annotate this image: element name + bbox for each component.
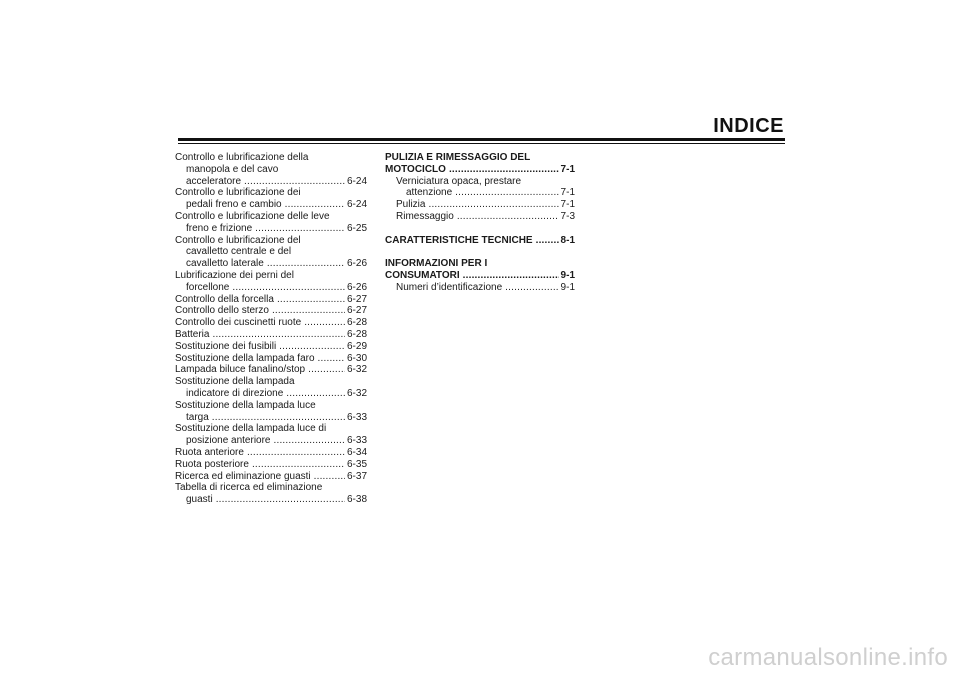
toc-entry-text: Sostituzione della lampada luce [175,399,316,411]
header-rule-thin [178,143,785,144]
toc-entry [175,482,367,494]
toc-page-number: 9-1 [560,281,575,293]
dot-leader [216,494,345,506]
toc-entry[interactable] [175,388,367,400]
toc-entry [175,246,367,258]
toc-entry[interactable] [175,341,367,353]
toc-entry [175,235,367,247]
toc-entry-text: Controllo e lubrificazione del [175,234,301,246]
toc-page-number: 6-30 [346,352,367,364]
dot-leader [505,282,558,294]
toc-entry-text: indicatore di direzione [186,387,284,399]
dot-leader [455,187,558,199]
toc-entry-text: cavalletto laterale [186,258,264,270]
toc-entry-text: forcellone [186,281,230,293]
toc-entry-text: Controllo dei cuscinetti ruote [175,317,302,329]
toc-entry-text: Batteria [175,328,210,340]
toc-entry-text: Controllo e lubrificazione dei [175,187,301,199]
toc-entry[interactable] [175,364,367,376]
toc-entry[interactable] [175,176,367,188]
toc-entry-text: Sostituzione della lampada faro [175,352,315,364]
toc-entry-text: Rimessaggio [396,210,454,222]
toc-entry[interactable] [175,223,367,235]
dot-leader [277,294,345,306]
toc-page-number: 7-1 [560,187,575,199]
toc-page-number: 6-28 [346,317,367,329]
toc-entry[interactable] [385,164,575,176]
toc-entry [175,211,367,223]
dot-leader [244,176,345,188]
toc-entry[interactable] [385,211,575,223]
toc-entry-text: targa [186,411,209,423]
toc-entry [175,152,367,164]
toc-entry[interactable] [175,329,367,341]
toc-entry-text: Controllo e lubrificazione della [175,152,309,163]
toc-entry-text: Controllo della forcella [175,293,274,305]
toc-page-number: 6-38 [346,494,367,506]
dot-leader [252,459,345,471]
toc-entry-text: CONSUMATORI [385,269,460,281]
dot-leader [285,199,345,211]
toc-entry-text: Sostituzione della lampada luce di [175,423,327,435]
dot-leader [286,388,345,400]
toc-entry[interactable] [175,353,367,365]
toc-entry[interactable] [385,235,575,247]
dot-leader [308,364,345,376]
toc-entry[interactable] [385,270,575,282]
dot-leader [212,329,345,341]
toc-entry[interactable] [175,447,367,459]
watermark: carmanualsonline.info [708,644,948,671]
toc-spacer [385,223,575,235]
toc-page-number: 7-1 [560,199,575,211]
toc-entry[interactable] [385,282,575,294]
dot-leader [536,235,559,247]
toc-entry-text: acceleratore [186,175,242,187]
toc-entry[interactable] [175,199,367,211]
toc-page-number: 6-33 [346,435,367,447]
toc-entry-text: Controllo dello sterzo [175,305,269,317]
toc-page-number: 6-26 [346,281,367,293]
toc-page-number: 6-37 [346,470,367,482]
toc-entry-text: INFORMAZIONI PER I [385,258,488,270]
page-title: INDICE [713,115,784,137]
toc-entry-text: Ruota posteriore [175,458,249,470]
dot-leader [449,164,559,176]
dot-leader [318,353,345,365]
toc-entry-text: Lampada biluce fanalino/stop [175,364,306,376]
toc-entry-text: cavalletto centrale e del [186,246,292,258]
toc-entry [385,152,575,164]
toc-left-column [175,152,367,506]
toc-entry-text: Sostituzione dei fusibili [175,340,277,352]
toc-entry [175,423,367,435]
toc-page-number: 6-26 [346,258,367,270]
toc-page-number: 6-24 [346,199,367,211]
dot-leader [247,447,345,459]
toc-page-number: 6-32 [346,387,367,399]
toc-entry[interactable] [175,471,367,483]
toc-page-number: 8-1 [560,234,575,246]
toc-entry[interactable] [175,412,367,424]
toc-entry-text: freno e frizione [186,222,253,234]
toc-page-number: 6-27 [346,293,367,305]
toc-entry-text: guasti [186,494,213,506]
dot-leader [279,341,345,353]
toc-page-number: 7-1 [560,163,575,175]
toc-entry-text: PULIZIA E RIMESSAGGIO DEL [385,152,531,163]
toc-entry-text: Lubrificazione dei perni del [175,269,294,281]
toc-entry-text: Sostituzione della lampada [175,376,295,388]
toc-entry[interactable] [175,294,367,306]
toc-entry-text: Pulizia [396,199,426,211]
toc-page-number: 6-35 [346,458,367,470]
dot-leader [232,282,345,294]
toc-entry[interactable] [175,317,367,329]
header-rule-thick [178,138,785,141]
toc-page-number: 6-33 [346,411,367,423]
toc-entry [175,400,367,412]
dot-leader [272,305,345,317]
toc-entry [385,258,575,270]
toc-entry-text: Ricerca ed eliminazione guasti [175,470,311,482]
toc-spacer [385,246,575,258]
dot-leader [314,471,345,483]
toc-entry[interactable] [175,435,367,447]
toc-entry [175,164,367,176]
toc-entry-text: pedali freno e cambio [186,199,282,211]
toc-entry-text: Verniciatura opaca, prestare [396,175,522,187]
toc-entry[interactable] [175,282,367,294]
toc-page-number: 6-28 [346,328,367,340]
toc-entry [175,270,367,282]
toc-entry-text: MOTOCICLO [385,163,446,175]
toc-page-number: 6-24 [346,175,367,187]
toc-entry-text: Ruota anteriore [175,446,244,458]
dot-leader [463,270,559,282]
toc-entry[interactable] [175,305,367,317]
dot-leader [304,317,345,329]
toc-entry[interactable] [175,459,367,471]
toc-entry-text: Controllo e lubrificazione delle leve [175,210,330,222]
dot-leader [255,223,345,235]
toc-entry [175,376,367,388]
toc-page-number: 6-27 [346,305,367,317]
toc-page-number: 7-3 [560,210,575,222]
toc-entry-text: manopola e del cavo [186,163,279,175]
toc-entry [175,187,367,199]
toc-entry-text: attenzione [406,187,453,199]
dot-leader [457,211,559,223]
toc-entry [385,176,575,188]
toc-entry[interactable] [385,199,575,211]
dot-leader [274,435,345,447]
toc-entry-text: CARATTERISTICHE TECNICHE [385,234,533,246]
toc-entry[interactable] [175,494,367,506]
toc-page-number: 9-1 [560,269,575,281]
toc-page-number: 6-34 [346,446,367,458]
toc-entry-text: Numeri d’identificazione [396,281,503,293]
toc-page-number: 6-25 [346,222,367,234]
toc-entry-text: posizione anteriore [186,435,271,447]
toc-entry[interactable] [175,258,367,270]
dot-leader [212,412,345,424]
toc-entry[interactable] [385,187,575,199]
toc-page-number: 6-29 [346,340,367,352]
toc-right-column [385,152,575,294]
dot-leader [267,258,345,270]
toc-page-number: 6-32 [346,364,367,376]
dot-leader [428,199,558,211]
toc-entry-text: Tabella di ricerca ed eliminazione [175,482,323,494]
